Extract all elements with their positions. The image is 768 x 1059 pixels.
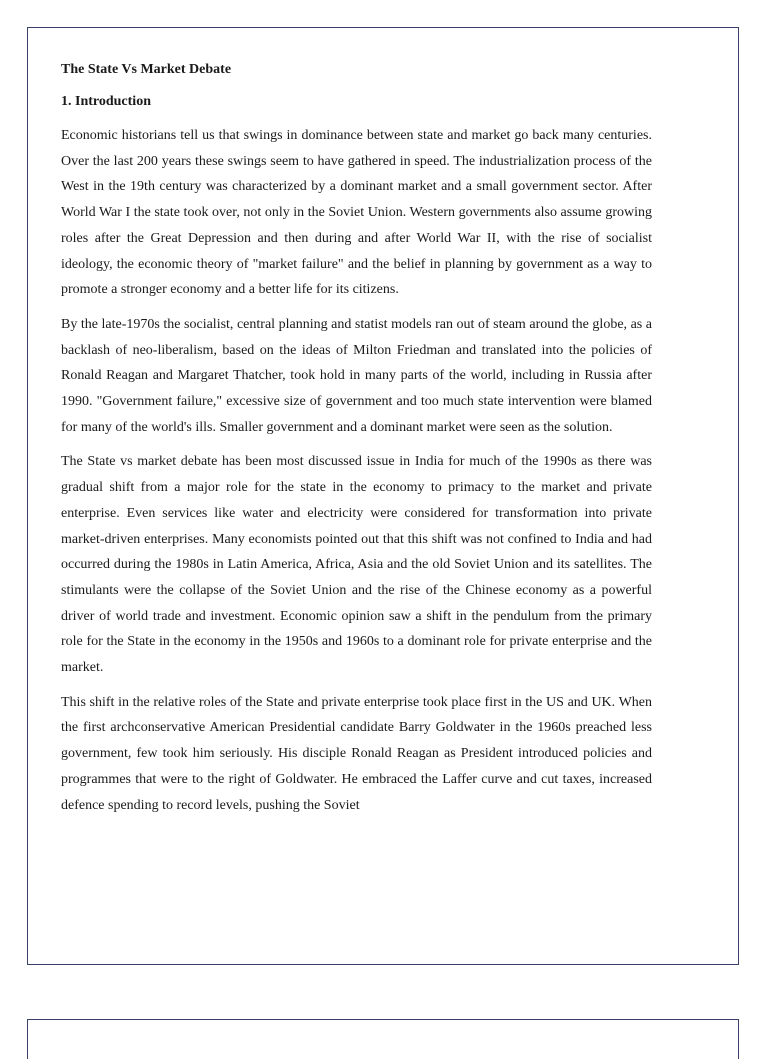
section-heading: 1. Introduction xyxy=(61,94,151,109)
paragraph-3: The State vs market debate has been most discussed issue in India for much of the 1990s as there was gradual shift from a major role for the state in the economy to primacy to the market and private enterprise. Even services like water and electricity were considered for transformation into private market-driven enterprises. Many economists pointed out that this shift was not confined to India and had occurred during the 1980s in Latin America, Africa, Asia and the old Soviet Union and its satellites. The stimulants were the collapse of the Soviet Union and the rise of the Chinese economy as a powerful driver of world trade and investment. Economic opinion saw a shift in the pendulum from the primary role for the State in the economy in the 1950s and 1960s to a dominant role for private enterprise and the market. xyxy=(61,454,652,676)
paragraph-4: This shift in the relative roles of the State and private enterprise took place first in the US and UK. When the first archconservative American Presidential candidate Barry Goldwater in the 1960s preached less government, few took him seriously. His disciple Ronald Reagan as President introduced policies and programmes that were to the right of Goldwater. He embraced the Laffer curve and cut taxes, increased defence spending to record levels, pushing the Soviet xyxy=(61,694,652,813)
page-content xyxy=(61,60,652,827)
document-title: The State Vs Market Debate xyxy=(61,62,232,77)
paragraph-2: By the late-1970s the socialist, central planning and statist models ran out of steam around the globe, as a backlash of neo-liberalism, based on the ideas of Milton Friedman and translated into the policies of Ronald Reagan and Margaret Thatcher, took hold in many parts of the world, including in Russia after 1990. "Government failure," excessive size of government and too much state intervention were blamed for many of the world's ills. Smaller government and a dominant market were seen as the solution. xyxy=(61,316,652,435)
paragraph-1: Economic historians tell us that swings in dominance between state and market go back many centuries. Over the last 200 years these swings seem to have gathered in speed. The industrialization process of the West in the 19th century was characterized by a dominant market and a small government sector. After World War I the state took over, not only in the Soviet Union. Western governments also assume growing roles after the Great Depression and then during and after World War II, with the rise of socialist ideology, the economic theory of "market failure" and the belief in planning by government as a way to promote a stronger economy and a better life for its citizens. xyxy=(61,128,652,298)
next-page-edge xyxy=(27,1019,739,1059)
